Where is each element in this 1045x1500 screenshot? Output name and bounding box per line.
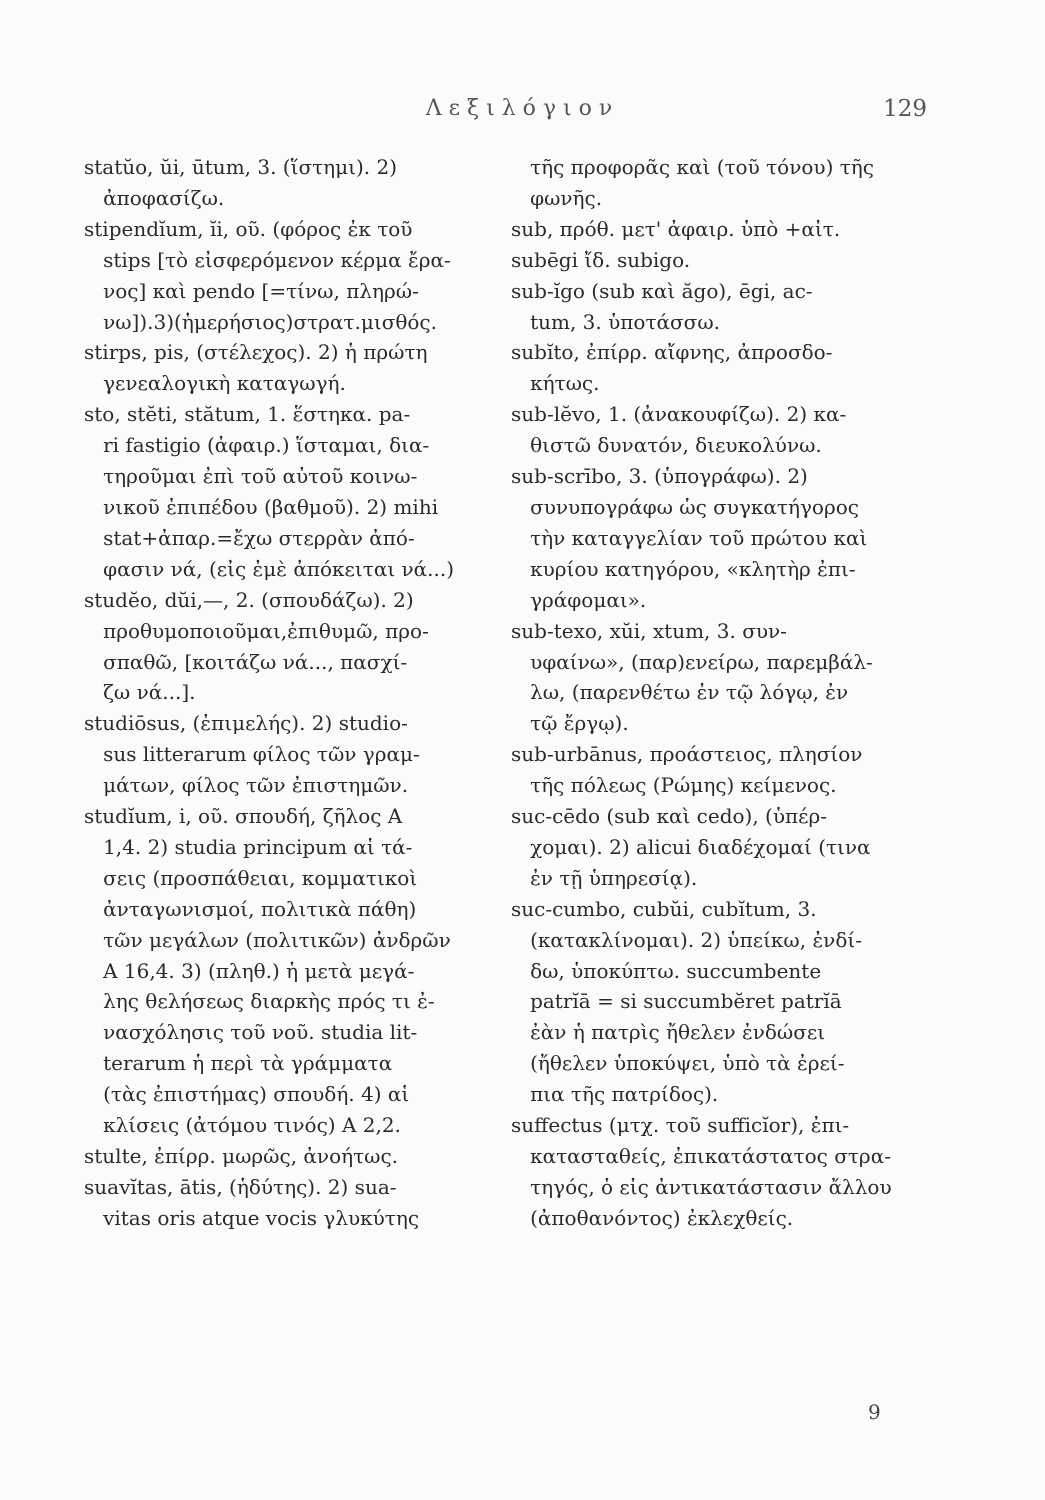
left-column [84,152,514,1234]
entry-line: suc-cēdo (sub καὶ cedo), (ὑπέρ- [511,804,828,829]
entry-line: τῶν μεγάλων (πολιτικῶν) ἀνδρῶν [84,927,451,952]
entry-line: κλίσεις (ἀτόμου τινός) Α 2,2. [84,1113,401,1138]
entry-line: πια τῆς πατρίδος). [511,1082,719,1107]
entry-line: studĭum, i, οῦ. σπουδή, ζῆλος Α [84,804,403,829]
signature-mark: 9 [868,1400,881,1424]
entry-line: ri fastigio (ἀφαιρ.) ἵσταμαι, δια- [84,433,430,458]
entry-line: stulte, ἐπίρρ. μωρῶς, ἀνοήτως. [84,1144,399,1168]
entry-line: (κατακλίνομαι). 2) ὑπείκω, ἐνδί- [511,927,862,952]
entry-line: νος] καὶ pendo [=τίνω, πληρώ- [84,278,419,303]
entry-line: τηγός, ὁ εἰς ἀντικατάστασιν ἄλλου [511,1174,892,1199]
right-column [511,152,951,1234]
entry-line: τὴν καταγγελίαν τοῦ πρώτου καὶ [511,525,868,550]
entry-line: Α 16,4. 3) (πληθ.) ἡ μετὰ μεγά- [84,958,415,983]
entry-line: sub, πρόθ. μετ' ἀφαιρ. ὑπὸ +αἰτ. [511,216,841,241]
entry-line: συνυπογράφω ὡς συγκατήγορος [511,494,859,519]
entry-line: χομαι). 2) alicui διαδέχομαί (τινα [511,834,871,859]
entry-line: terarum ἡ περὶ τὰ γράμματα [84,1051,393,1076]
entry-line: φωνῆς. [511,185,603,210]
entry-line: δω, ὑποκύπτω. succumbente [511,958,822,983]
entry-line: ζω νά...]. [84,680,196,705]
entry-line: subēgi ἴδ. subigo. [511,247,691,272]
entry-line: τῆς προφορᾶς καὶ (τοῦ τόνου) τῆς [511,155,874,179]
entry-line: νω]).3)(ἡμερήσιος)στρατ.μισθός. [84,309,437,334]
entry-line: μάτων, φίλος τῶν ἐπιστημῶν. [84,773,409,798]
entry-line: λω, (παρενθέτω ἐν τῷ λόγῳ, ἐν [511,680,849,705]
entry-line: (τὰς ἐπιστήμας) σπουδή. 4) αἱ [84,1082,410,1107]
entry-line: κυρίου κατηγόρου, «κλητὴρ ἐπι- [511,556,856,581]
entry-line: τῷ ἔργῳ). [511,711,629,736]
entry-line: θιστῶ δυνατόν, διευκολύνω. [511,433,822,458]
entry-line: stipendĭum, ĭi, οῦ. (φόρος ἐκ τοῦ [84,216,413,241]
entry-line: suffectus (μτχ. τοῦ sufficĭor), ἐπι- [511,1113,850,1138]
entry-line: statŭo, ŭi, ūtum, 3. (ἵστημι). 2) [84,155,398,179]
entry-line: σπαθῶ, [κοιτάζω νά..., πασχί- [84,649,408,674]
entry-line: γράφομαι». [511,587,647,612]
entry-line: suavĭtas, ātis, (ἡδύτης). 2) sua- [84,1174,397,1199]
entry-line: ἐν τῇ ὑπηρεσίᾳ). [511,865,698,890]
entry-line: sus litterarum φίλος τῶν γραμ- [84,742,420,767]
entry-line: studĕo, dŭi,—, 2. (σπουδάζω). 2) [84,587,414,612]
entry-line: vitas oris atque vocis γλυκύτης [84,1205,420,1230]
entry-line: λης θελήσεως διαρκὴς πρός τι ἐ- [84,989,435,1014]
entry-line: stips [τὸ εἰσφερόμενον κέρμα ἔρα- [84,247,451,272]
entry-line: sto, stĕti, stătum, 1. ἕστηκα. pa- [84,402,411,427]
entry-line: τῆς πόλεως (Ρώμης) κείμενος. [511,773,837,798]
entry-line: γενεαλογικὴ καταγωγή. [84,371,346,396]
entry-line: ἀποφασίζω. [84,185,225,210]
entry-line: τηροῦμαι ἐπὶ τοῦ αὐτοῦ κοινω- [84,464,418,489]
entry-line: κατασταθείς, ἐπικατάστατος στρα- [511,1144,891,1168]
entry-line: (ἀποθανόντος) ἐκλεχθείς. [511,1205,794,1230]
entry-line: tum, 3. ὑποτάσσω. [511,309,720,334]
entry-line: ἐὰν ἡ πατρὶς ἤθελεν ἐνδώσει [511,1020,826,1045]
entry-line: sub-lĕvo, 1. (ἀνακουφίζω). 2) κα- [511,402,847,427]
entry-line: σεις (προσπάθειαι, κομματικοὶ [84,865,418,890]
entry-line: sub-texo, xŭi, xtum, 3. συν- [511,618,787,643]
entry-line: νασχόλησις τοῦ νοῦ. studia lit- [84,1020,418,1045]
entry-line: patrĭā = si succumbĕret patrĭā [511,989,842,1014]
entry-line: stirps, pis, (στέλεχος). 2) ἡ πρώτη [84,340,428,365]
entry-line: stat+ἀπαρ.=ἔχω στερρὰν ἀπό- [84,525,415,550]
entry-line: sub-scrībo, 3. (ὑπογράφω). 2) [511,464,808,489]
entry-line: υφαίνω», (παρ)ενείρω, παρεμβάλ- [511,649,873,674]
entry-line: (ἤθελεν ὑποκύψει, ὑπὸ τὰ ἐρεί- [511,1051,845,1076]
entry-line: sub-urbānus, προάστειος, πλησίον [511,742,863,767]
entry-line: φασιν νά, (εἰς ἐμὲ ἀπόκειται νά...) [84,556,455,581]
entry-line: προθυμοποιοῦμαι,ἐπιθυμῶ, προ- [84,618,429,643]
page-number: 129 [883,96,927,122]
entry-line: νικοῦ ἐπιπέδου (βαθμοῦ). 2) mihi [84,494,439,519]
entry-line: suc-cumbo, cubŭi, cubĭtum, 3. [511,896,817,921]
entry-line: κήτως. [511,371,600,396]
entry-line: studiōsus, (ἐπιμελής). 2) studio- [84,711,408,736]
running-head: Λεξιλόγιον [425,96,620,121]
entry-line: sub-ĭgo (sub καὶ ăgo), ēgi, ac- [511,278,813,303]
entry-line: subĭto, ἐπίρρ. αἴφνης, ἀπροσδο- [511,340,833,365]
entry-line: 1,4. 2) studia principum αἱ τά- [84,834,413,859]
entry-line: ἀνταγωνισμοί, πολιτικὰ πάθη) [84,896,417,921]
